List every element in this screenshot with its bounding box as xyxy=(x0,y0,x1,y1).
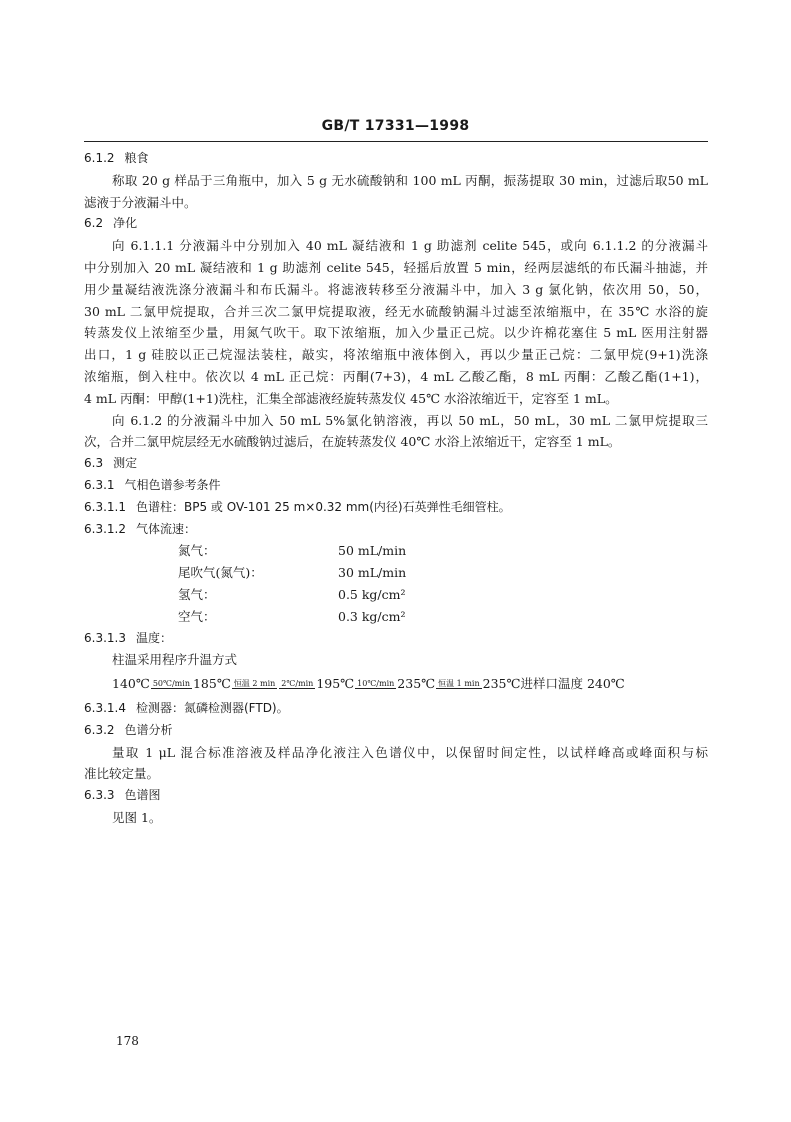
section-6-3-1-2-heading xyxy=(84,519,708,541)
program-temperature: 185℃ xyxy=(192,676,231,692)
section-title: 温度： xyxy=(135,630,172,645)
paragraph-line: 30 mL 二氯甲烷提取，合并三次二氯甲烷提取液，经无水硫酸钠漏斗过滤至浓缩瓶中，在 35℃ 水浴的旋 xyxy=(84,303,708,319)
section-title: 净化 xyxy=(113,216,138,231)
gas-name: 尾吹气(氮气)： xyxy=(178,565,263,581)
gas-value: 0.5 kg/cm² xyxy=(338,586,406,602)
section-6-3-3-heading xyxy=(84,785,708,807)
section-number: 6.3.1.1 xyxy=(84,499,126,514)
section-title: 测定 xyxy=(113,456,138,471)
section-number: 6.3.1.3 xyxy=(84,630,126,645)
temperature-program xyxy=(84,671,708,695)
paragraph-line: 浓缩瓶，倒入柱中。依次以 4 mL 正己烷：丙酮(7+3)，4 mL 乙酸乙酯，8 mL 丙酮：乙酸乙酯(1+1)， xyxy=(84,368,708,384)
column-spec-text: 色谱柱：BP5 或 OV-101 25 m×0.32 mm(内径)石英弹性毛细管柱。 xyxy=(135,499,511,514)
section-number: 6.2 xyxy=(84,216,104,231)
gas-flow-row xyxy=(84,584,708,606)
paragraph-line: 4 mL 丙酮：甲醇(1+1)洗柱，汇集全部滤液经旋转蒸发仪 45℃ 水浴浓缩近干，定容至 1 mL。 xyxy=(84,390,618,406)
document-standard-header: GB/T 17331—1998 xyxy=(321,118,470,134)
paragraph-line: 次，合并二氯甲烷层经无水硫酸钠过滤后，在旋转蒸发仪 40℃ 水浴上浓缩近干，定容至 1 mL。 xyxy=(84,434,621,450)
program-step-label: 10℃/min xyxy=(357,679,395,689)
gas-name: 氮气： xyxy=(178,543,216,559)
document-body xyxy=(84,148,708,829)
section-6-3-1-4 xyxy=(84,698,708,720)
section-6-3-2-heading xyxy=(84,720,708,742)
paragraph-line: 准比较定量。 xyxy=(84,766,160,782)
header-rule xyxy=(84,141,708,142)
section-6-1-2-heading xyxy=(84,148,708,170)
program-step-arrow xyxy=(151,681,192,691)
paragraph-line: 转蒸发仪上浓缩至少量，用氮气吹干。取下浓缩瓶，加入少量正己烷。以少许棉花塞住 5 mL 医用注射器 xyxy=(84,325,708,341)
program-step-arrow xyxy=(355,681,396,691)
program-step-label: 50℃/min xyxy=(152,679,190,689)
section-title: 气体流速： xyxy=(135,521,196,536)
program-step-label: 恒温 1 min xyxy=(438,679,480,689)
gas-flow-row xyxy=(84,562,708,584)
section-number: 6.3.1.4 xyxy=(84,700,126,715)
section-6-3-heading xyxy=(84,453,708,475)
paragraph-line: 称取 20 g 样品于三角瓶中，加入 5 g 无水硫酸钠和 100 mL 丙酮，振荡提取 30 min，过滤后取50 mL xyxy=(112,172,708,188)
gas-flow-row xyxy=(84,606,708,628)
section-number: 6.1.2 xyxy=(84,151,115,165)
program-temperature: 235℃ xyxy=(397,676,436,692)
gas-flow-row xyxy=(84,540,708,562)
program-step-arrow xyxy=(232,681,277,691)
paragraph-line: 滤液于分液漏斗中。 xyxy=(84,194,197,210)
section-6-3-1-heading xyxy=(84,475,708,497)
paragraph-line: 向 6.1.1.1 分液漏斗中分别加入 40 mL 凝结液和 1 g 助滤剂 celite 545，或向 6.1.1.2 的分液漏斗 xyxy=(112,238,708,254)
program-temperature: 235℃ xyxy=(482,676,521,692)
section-number: 6.3.1 xyxy=(84,477,115,492)
program-temperature: 140℃ xyxy=(112,676,150,692)
paragraph-line: 中分别加入 20 mL 凝结液和 1 g 助滤剂 celite 545，轻摇后放置 5 min，经两层滤纸的布氏漏斗抽滤，并 xyxy=(84,259,708,275)
gas-value: 0.3 kg/cm² xyxy=(338,608,406,624)
gas-value: 30 mL/min xyxy=(338,565,407,581)
section-title: 气相色谱参考条件 xyxy=(124,477,221,492)
paragraph-line: 量取 1 μL 混合标准溶液及样品净化液注入色谱仪中，以保留时间定性，以试样峰高或峰面积与标 xyxy=(112,744,708,760)
section-title: 色谱分析 xyxy=(124,722,173,737)
section-title: 色谱图 xyxy=(124,788,161,803)
section-title: 粮食 xyxy=(124,151,149,165)
detector-text: 检测器：氮磷检测器(FTD)。 xyxy=(135,700,289,715)
program-step-label: 恒温 2 min xyxy=(233,679,276,689)
paragraph-line: 向 6.1.2 的分液漏斗中加入 50 mL 5%氯化钠溶液，再以 50 mL，50 mL，30 mL 二氯甲烷提取三 xyxy=(112,412,708,428)
program-step-label: 2℃/min xyxy=(281,679,314,689)
section-number: 6.3 xyxy=(84,456,104,471)
gas-value: 50 mL/min xyxy=(338,543,407,559)
section-number: 6.3.1.2 xyxy=(84,521,126,536)
figure-reference: 见图 1。 xyxy=(112,809,162,825)
section-6-3-1-3-heading xyxy=(84,628,708,650)
paragraph-line: 出口，1 g 硅胶以正己烷湿法装柱，敲实，将浓缩瓶中液体倒入，再以少量正己烷：二氯甲烷(9+1)洗涤 xyxy=(84,347,708,363)
section-6-3-1-1 xyxy=(84,497,708,519)
section-number: 6.3.2 xyxy=(84,722,115,737)
gas-name: 空气： xyxy=(178,608,216,624)
section-6-2-heading xyxy=(84,213,708,235)
page-number: 178 xyxy=(116,1034,139,1048)
section-number: 6.3.3 xyxy=(84,788,115,803)
program-step-arrow xyxy=(436,681,481,691)
program-temperature: 195℃ xyxy=(316,676,355,692)
paragraph-line: 用少量凝结液洗涤分液漏斗和布氏漏斗。将滤液转移至分液漏斗中，加入 3 g 氯化钠，依次用 50，50， xyxy=(84,281,708,297)
program-step-arrow xyxy=(279,681,315,691)
injector-temperature: 进样口温度 240℃ xyxy=(520,676,625,692)
gas-name: 氢气： xyxy=(178,586,216,602)
temperature-mode-line: 柱温采用程序升温方式 xyxy=(112,652,238,668)
